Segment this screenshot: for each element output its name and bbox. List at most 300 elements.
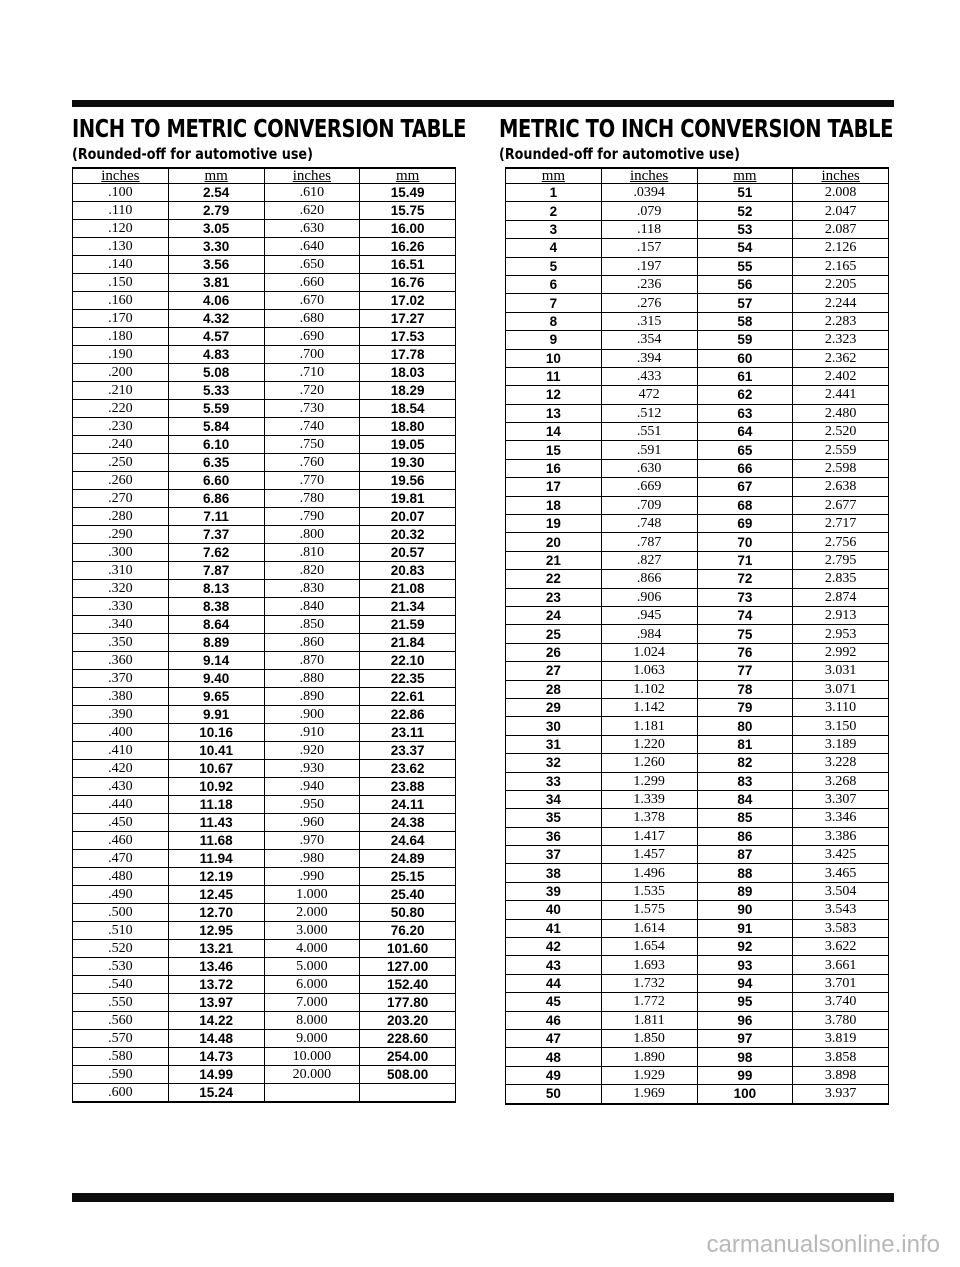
table-cell: 1.457 [601,846,697,864]
table-row [73,850,456,868]
table-cell: 3.937 [793,1085,889,1104]
table-cell: 3.05 [168,220,264,238]
table-cell: 55 [697,257,793,275]
table-cell: 3.30 [168,238,264,256]
table-cell: 2.244 [793,294,889,312]
table-cell: 3.858 [793,1048,889,1066]
table-cell: 18 [506,496,602,514]
table-cell: 98 [697,1048,793,1066]
table-cell: 52 [697,202,793,220]
table-cell: .340 [73,616,169,634]
table-cell: 87 [697,846,793,864]
table-cell: 20 [506,533,602,551]
table-cell: 32 [506,754,602,772]
table-cell: 36 [506,827,602,845]
table-cell: 80 [697,717,793,735]
table-row [73,1066,456,1084]
table-cell: 6.86 [168,490,264,508]
table-row [73,724,456,742]
table-cell: .190 [73,346,169,364]
table-cell: 1.811 [601,1011,697,1029]
table-cell: 4.83 [168,346,264,364]
table-row [506,423,889,441]
table-cell: .630 [601,459,697,477]
table-cell: .580 [73,1048,169,1066]
table-cell: .600 [73,1084,169,1103]
table-cell: 20.07 [360,508,456,526]
table-cell: 63 [697,404,793,422]
metric-to-inch-title: METRIC TO INCH CONVERSION TABLE [499,114,894,143]
table-row [506,404,889,422]
table-cell: .180 [73,328,169,346]
table-cell: 9.40 [168,670,264,688]
table-cell: .140 [73,256,169,274]
table-cell: 22.10 [360,652,456,670]
table-cell: 2.283 [793,312,889,330]
table-cell: 8 [506,312,602,330]
table-cell: 3.622 [793,938,889,956]
table-row [73,940,456,958]
table-cell: 2.047 [793,202,889,220]
table-cell: 18.29 [360,382,456,400]
table-row [73,202,456,220]
table-cell: 13.72 [168,976,264,994]
table-cell: 1.024 [601,643,697,661]
table-cell: 33 [506,772,602,790]
table-cell: .830 [264,580,360,598]
table-cell: 31 [506,735,602,753]
table-cell: 44 [506,974,602,992]
table-cell: 24 [506,606,602,624]
table-cell: 4.06 [168,292,264,310]
table-row [73,1048,456,1066]
table-row [73,670,456,688]
bottom-rule [72,1193,894,1202]
table-cell: 2.953 [793,625,889,643]
table-cell: 12.19 [168,868,264,886]
table-cell: 4 [506,239,602,257]
table-cell: 14.99 [168,1066,264,1084]
table-cell: .591 [601,441,697,459]
table-row [506,680,889,698]
table-cell: 9.65 [168,688,264,706]
table-row [73,382,456,400]
table-row [506,367,889,385]
table-cell: 6.60 [168,472,264,490]
column-header: inches [73,168,169,184]
table-row [73,778,456,796]
table-cell: 11.18 [168,796,264,814]
table-cell: 81 [697,735,793,753]
table-cell: 1.575 [601,901,697,919]
table-cell: 8.13 [168,580,264,598]
table-cell: 50.80 [360,904,456,922]
table-cell: .690 [264,328,360,346]
table-cell: .315 [601,312,697,330]
table-cell: 3.189 [793,735,889,753]
table-cell: 25 [506,625,602,643]
table-cell: 94 [697,974,793,992]
table-cell: 20.000 [264,1066,360,1084]
table-cell: 61 [697,367,793,385]
table-cell: 57 [697,294,793,312]
table-row [73,310,456,328]
table-cell: 1.378 [601,809,697,827]
table-row [73,760,456,778]
table-cell: 7 [506,294,602,312]
table-cell: .570 [73,1030,169,1048]
table-cell: 3.071 [793,680,889,698]
table-cell: .820 [264,562,360,580]
table-cell: 28 [506,680,602,698]
table-cell: 86 [697,827,793,845]
table-row [73,418,456,436]
table-cell: 101.60 [360,940,456,958]
table-row [506,662,889,680]
table-row [506,625,889,643]
table-row [506,827,889,845]
table-cell: .220 [73,400,169,418]
table-cell: 20.83 [360,562,456,580]
table-cell: 7.37 [168,526,264,544]
table-cell: 50 [506,1085,602,1104]
table-cell: 1.969 [601,1085,697,1104]
table-cell: 15.24 [168,1084,264,1103]
table-cell: 1.535 [601,882,697,900]
table-cell: 59 [697,331,793,349]
table-cell: .120 [73,220,169,238]
table-cell: 2.559 [793,441,889,459]
table-cell: 1.220 [601,735,697,753]
table-row [506,551,889,569]
table-cell: 203.20 [360,1012,456,1030]
table-cell: 82 [697,754,793,772]
table-cell: 60 [697,349,793,367]
metric-to-inch-table [505,167,889,1105]
table-cell: 71 [697,551,793,569]
table-row [506,202,889,220]
table-cell: 19.81 [360,490,456,508]
table-cell: 152.40 [360,976,456,994]
table-cell: 2.835 [793,570,889,588]
table-cell: 85 [697,809,793,827]
table-row [506,441,889,459]
table-cell: .730 [264,400,360,418]
table-cell: 1.929 [601,1066,697,1084]
column-header: mm [360,168,456,184]
table-row [73,904,456,922]
table-cell: .880 [264,670,360,688]
column-header: inches [793,168,889,184]
table-cell: 3.268 [793,772,889,790]
table-cell: .450 [73,814,169,832]
table-cell: 2.717 [793,515,889,533]
table-cell: .470 [73,850,169,868]
table-cell: 12.45 [168,886,264,904]
table-row [506,1085,889,1104]
table-cell: 83 [697,772,793,790]
table-cell: .118 [601,220,697,238]
table-row [73,364,456,382]
table-cell: 72 [697,570,793,588]
table-cell: 15 [506,441,602,459]
table-cell: 65 [697,441,793,459]
table-cell: 13.46 [168,958,264,976]
table-cell: 1.299 [601,772,697,790]
table-cell: 3.81 [168,274,264,292]
table-cell: 46 [506,1011,602,1029]
table-cell: 74 [697,606,793,624]
table-row [73,796,456,814]
table-row [73,346,456,364]
table-cell: 69 [697,515,793,533]
table-cell: 8.38 [168,598,264,616]
table-cell: 2.677 [793,496,889,514]
table-cell: 1.417 [601,827,697,845]
table-cell: 11 [506,367,602,385]
table-cell: 4.57 [168,328,264,346]
table-row [506,754,889,772]
table-row [73,580,456,598]
table-cell: 3.701 [793,974,889,992]
table-cell: .709 [601,496,697,514]
table-cell: 10.16 [168,724,264,742]
table-cell: 54 [697,239,793,257]
table-row [506,257,889,275]
table-cell: .700 [264,346,360,364]
table-cell: 40 [506,901,602,919]
table-cell: 16.00 [360,220,456,238]
table-cell: 14.73 [168,1048,264,1066]
table-cell: 24.38 [360,814,456,832]
table-cell: .540 [73,976,169,994]
table-cell: 2 [506,202,602,220]
table-cell: 1.181 [601,717,697,735]
table-cell: .430 [73,778,169,796]
table-cell: 10.67 [168,760,264,778]
table-cell: 254.00 [360,1048,456,1066]
table-cell: 3.000 [264,922,360,940]
table-cell: 67 [697,478,793,496]
table-cell: 64 [697,423,793,441]
table-cell: 8.89 [168,634,264,652]
table-cell: 8.64 [168,616,264,634]
table-row [73,886,456,904]
table-row [506,570,889,588]
table-cell: 2.008 [793,184,889,202]
table-cell: 2.992 [793,643,889,661]
table-cell: 3.307 [793,790,889,808]
table-row [506,809,889,827]
table-cell: .200 [73,364,169,382]
table-cell: 16.76 [360,274,456,292]
table-cell: 1.693 [601,956,697,974]
table-cell: .520 [73,940,169,958]
table-row [73,814,456,832]
table-row [73,238,456,256]
table-cell: 21.84 [360,634,456,652]
table-row [506,790,889,808]
table-cell: 18.80 [360,418,456,436]
table-cell: .950 [264,796,360,814]
table-row [506,846,889,864]
table-cell: 51 [697,184,793,202]
table-cell: 1.000 [264,886,360,904]
table-cell: 4.32 [168,310,264,328]
table-cell: .720 [264,382,360,400]
table-row [506,349,889,367]
table-cell: .906 [601,588,697,606]
table-cell: 1.732 [601,974,697,992]
table-cell: .990 [264,868,360,886]
table-cell: .433 [601,367,697,385]
table-row [506,993,889,1011]
table-cell: 2.756 [793,533,889,551]
table-cell: .560 [73,1012,169,1030]
table-cell: 17.78 [360,346,456,364]
table-cell: 89 [697,882,793,900]
table-cell: .170 [73,310,169,328]
table-cell: 1.772 [601,993,697,1011]
table-row [73,922,456,940]
table-cell: 4.000 [264,940,360,958]
table-row [73,274,456,292]
table-cell: .460 [73,832,169,850]
table-cell: 3.110 [793,698,889,716]
table-cell: 1 [506,184,602,202]
table-cell: 5.59 [168,400,264,418]
table-cell: .670 [264,292,360,310]
table-cell: 68 [697,496,793,514]
table-cell: 9 [506,331,602,349]
table-cell: 3.346 [793,809,889,827]
table-cell: 23.37 [360,742,456,760]
table-cell: 16 [506,459,602,477]
table-cell: 23.88 [360,778,456,796]
table-cell: .930 [264,760,360,778]
table-cell: .510 [73,922,169,940]
table-cell: 2.480 [793,404,889,422]
table-cell: .210 [73,382,169,400]
table-cell: 20.57 [360,544,456,562]
table-cell: .870 [264,652,360,670]
table-row [506,772,889,790]
table-cell: 78 [697,680,793,698]
table-cell: .400 [73,724,169,742]
table-cell: .680 [264,310,360,328]
table-cell: 5.08 [168,364,264,382]
table-cell: 17.53 [360,328,456,346]
table-cell: 5.33 [168,382,264,400]
table-cell: .630 [264,220,360,238]
table-row [506,331,889,349]
table-cell: .620 [264,202,360,220]
table-cell: .300 [73,544,169,562]
table-cell: 3.504 [793,882,889,900]
watermark: carmanualsonline.info [706,1231,940,1258]
table-cell: 25.40 [360,886,456,904]
table-cell: 27 [506,662,602,680]
table-row [506,515,889,533]
column-header: mm [168,168,264,184]
table-row [73,634,456,652]
table-row [506,294,889,312]
table-cell: 6.10 [168,436,264,454]
table-cell: 100 [697,1085,793,1104]
table-cell: 19.56 [360,472,456,490]
inch-to-metric-table [72,167,456,1103]
table-cell: 10 [506,349,602,367]
table-row [73,436,456,454]
table-cell: 2.087 [793,220,889,238]
table-cell: 3.819 [793,1029,889,1047]
table-row [506,919,889,937]
table-cell: 1.063 [601,662,697,680]
table-cell: 35 [506,809,602,827]
table-row [73,652,456,670]
table-cell: .787 [601,533,697,551]
table-cell: 13.21 [168,940,264,958]
table-cell: 62 [697,386,793,404]
table-cell: 2.362 [793,349,889,367]
table-cell: 17 [506,478,602,496]
table-cell: 19.30 [360,454,456,472]
table-cell: .500 [73,904,169,922]
table-cell: 472 [601,386,697,404]
table-cell: .760 [264,454,360,472]
table-cell: .890 [264,688,360,706]
table-cell: .240 [73,436,169,454]
table-cell: 127.00 [360,958,456,976]
table-cell: 1.654 [601,938,697,956]
table-row [506,275,889,293]
table-row [506,1048,889,1066]
table-cell: 3.228 [793,754,889,772]
table-row [73,958,456,976]
table-cell: 20.32 [360,526,456,544]
table-cell: .970 [264,832,360,850]
table-cell: .440 [73,796,169,814]
table-cell: 2.000 [264,904,360,922]
table-row [506,698,889,716]
table-cell: .079 [601,202,697,220]
table-cell: 3.780 [793,1011,889,1029]
table-row [506,496,889,514]
table-cell: 15.75 [360,202,456,220]
table-row [73,1012,456,1030]
table-cell: .330 [73,598,169,616]
table-cell: .270 [73,490,169,508]
table-cell: 38 [506,864,602,882]
column-header: inches [264,168,360,184]
table-cell: 2.598 [793,459,889,477]
table-row [506,1011,889,1029]
table-cell: .551 [601,423,697,441]
table-cell: .354 [601,331,697,349]
table-cell: .860 [264,634,360,652]
table-cell: 34 [506,790,602,808]
table-cell: 11.94 [168,850,264,868]
table-cell: 22 [506,570,602,588]
table-row [73,256,456,274]
table-cell: 21.08 [360,580,456,598]
table-cell: 9.14 [168,652,264,670]
table-row [73,706,456,724]
table-cell: 14.22 [168,1012,264,1030]
table-row [506,717,889,735]
table-cell: 12.70 [168,904,264,922]
table-row [73,832,456,850]
